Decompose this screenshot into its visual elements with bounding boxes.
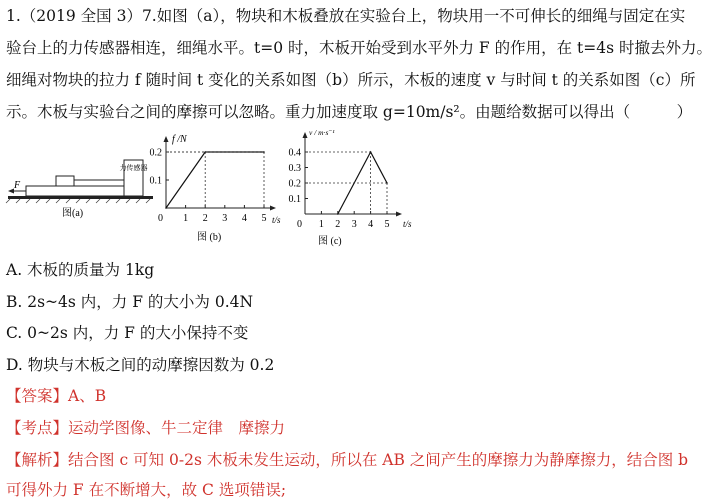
analysis-row-1	[6, 448, 688, 470]
b-point	[204, 151, 206, 153]
option-a: A. 木板的质量为 1kg	[6, 261, 155, 279]
option-c: C. 0~2s 内，力 F 的大小保持不变	[6, 324, 249, 342]
figure-b	[150, 134, 282, 243]
b-ylabel: f /N	[172, 134, 187, 145]
c-y-tick-label: 0.3	[288, 163, 301, 174]
c-xlabel: t/s	[403, 219, 412, 229]
topic-row	[6, 416, 285, 438]
answer-tag: 【答案】	[6, 387, 69, 405]
table-hatch	[6, 199, 150, 203]
sensor-label	[120, 163, 148, 172]
b-point	[165, 207, 167, 209]
c-point	[386, 182, 388, 184]
analysis-line-2: 可得外力 F 在不断增大，故 C 选项错误;	[6, 481, 287, 499]
caption-a: 图(a)	[62, 208, 84, 219]
caption-c: 图 (c)	[318, 236, 342, 247]
b-x-arrow	[270, 206, 276, 211]
b-plot	[165, 151, 265, 209]
block	[56, 176, 74, 186]
b-y-arrow	[164, 136, 169, 142]
c-y-tick-label: 0.2	[288, 178, 301, 190]
b-ticks	[150, 148, 267, 225]
sensor-label-text: 力传感器	[119, 164, 148, 172]
c-y-arrow	[303, 132, 308, 138]
c-x-tick-label: 3	[351, 219, 357, 230]
c-x-tick-label: 5	[384, 219, 390, 230]
b-y-tick-label: 0.1	[149, 175, 162, 187]
answer-text: A、B	[68, 387, 107, 405]
c-y-tick-label: 0.4	[288, 147, 301, 159]
b-xlabel: t/s	[272, 215, 281, 225]
figure-a	[6, 160, 153, 219]
c-ylabel: v / m·s⁻¹	[309, 128, 335, 137]
question-line-1: 1.（2019 全国 3）7.如图（a），物块和木板叠放在实验台上，物块用一不可伸长的细绳与固定在实	[6, 7, 686, 25]
b-x-tick-label: 1	[183, 213, 189, 224]
b-x-tick-label: 3	[222, 213, 228, 224]
question-line-4: 示。木板与实验台之间的摩擦可以忽略。重力加速度取 g=10m/s²。由题给数据可以得出（ ）	[6, 103, 693, 121]
c-plot	[305, 151, 388, 215]
question-line-2: 验台上的力传感器相连，细绳水平。t=0 时，木板开始受到水平外力 F 的作用，在 t=4s 时撤去外力。	[6, 39, 712, 57]
figures	[0, 128, 640, 248]
analysis-tag: 【解析】	[6, 451, 69, 469]
force-label: F	[14, 180, 21, 191]
caption-b: 图 (b)	[197, 232, 222, 243]
answer-row	[6, 384, 106, 406]
c-origin: 0	[297, 219, 302, 230]
c-x-arrow	[396, 212, 402, 217]
c-x-tick-label: 2	[335, 219, 341, 230]
b-series-line	[166, 152, 264, 208]
b-x-tick-label: 2	[202, 213, 208, 224]
board	[26, 186, 124, 196]
b-point	[263, 151, 265, 153]
analysis-line-1: 结合图 c 可知 0-2s 木板未发生运动，所以在 AB 之间产生的摩擦力为静摩擦力，结合图 b	[68, 451, 689, 469]
c-point	[370, 151, 372, 153]
c-y-tick-label: 0.1	[288, 194, 301, 205]
c-x-tick-label: 1	[318, 219, 324, 230]
option-d: D. 物块与木板之间的动摩擦因数为 0.2	[6, 356, 275, 374]
figure-c	[289, 128, 413, 247]
topic-text: 运动学图像、牛二定律 摩擦力	[68, 419, 286, 437]
b-x-tick-label: 4	[241, 213, 247, 224]
c-point	[337, 213, 339, 215]
question-line-3: 细绳对物块的拉力 f 随时间 t 变化的关系如图（b）所示，木板的速度 v 与时间 t 的关系如图（c）所	[6, 71, 696, 89]
option-b: B. 2s~4s 内，力 F 的大小为 0.4N	[6, 293, 254, 311]
c-x-tick-label: 4	[368, 219, 374, 230]
topic-tag: 【考点】	[6, 419, 69, 437]
b-x-tick-label: 5	[261, 213, 267, 224]
b-origin: 0	[158, 213, 163, 224]
b-y-tick-label: 0.2	[149, 147, 162, 159]
